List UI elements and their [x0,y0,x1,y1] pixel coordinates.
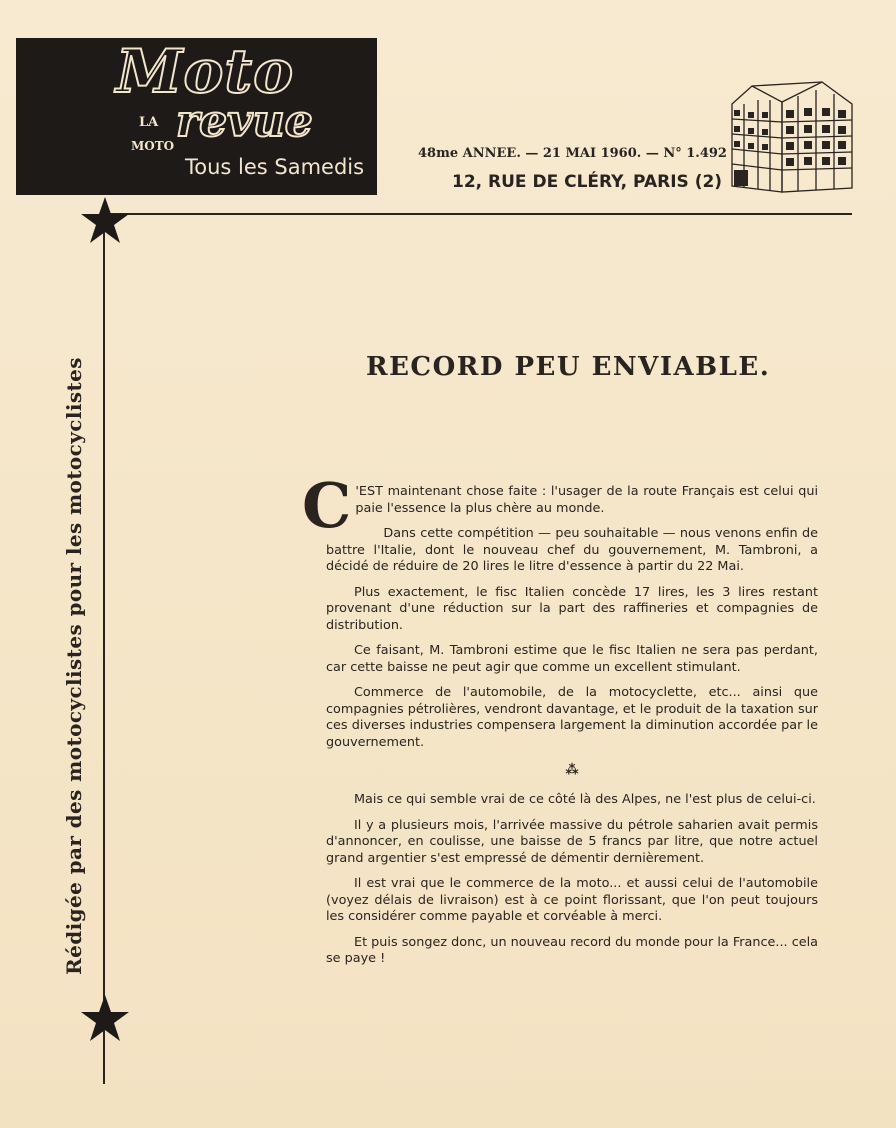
asterism-separator: ⁂ [565,763,579,778]
article-paragraph: Dans cette compétition — peu souhaitable — nous venons enfin de battre l'Italie, dont le nouveau chef du gouvernement, M. Tambroni, a décidé de réduire de 20 lires le litre d'essence à partir du 22 Mai. [326,526,818,574]
article-first-paragraph [302,469,818,542]
logo-moto-word: Moto [116,37,295,107]
building-illustration-icon [724,74,856,196]
star-icon [79,993,131,1045]
article-first-text: 'EST maintenant chose faite : l'usager de la route Français est celui qui paie l'essence la plus chère au monde. [355,484,818,516]
logo-revue-word: revue [176,96,313,147]
issue-line: 48me ANNEE. — 21 MAI 1960. — N° 1.492 [418,146,727,161]
article-paragraph: Il est vrai que le commerce de la moto... et aussi celui de l'automobile (voyez délais de livraison) est à ce point florissant, que l'on peut toujours les considérer comme payable et corvéable à merci. [326,876,818,924]
article-paragraph: Et puis songez donc, un nouveau record du monde pour la France... cela se paye ! [326,934,818,966]
header-rule [104,213,852,215]
sidebar-rule [103,222,105,1084]
sidebar-vertical-tagline: Rédigée par des motocyclistes pour les motocyclistes [62,357,86,975]
article-paragraph: Commerce de l'automobile, de la motocyclette, etc... ainsi que compagnies pétrolières, vendront davantage, et le produit de la taxation sur ces diverses industries compensera largement la diminution accordée par le gouvernement. [326,685,818,750]
logo-la-word: LA [139,115,159,130]
article-paragraph: Plus exactement, le fisc Italien concède 17 lires, les 3 lires restant provenant d'une réduction sur la part des raffineries et compagnies de distribution. [326,584,818,633]
logo-moto-small-word: MOTO [131,139,175,153]
star-icon [79,195,131,247]
article-headline: RECORD PEU ENVIABLE. [366,352,771,382]
article-dropcap: C [302,469,352,542]
address-line: 12, RUE DE CLÉRY, PARIS (2) [452,172,723,192]
article-paragraph: Mais ce qui semble vrai de ce côté là des Alpes, ne l'est plus de celui-ci. [354,792,816,807]
masthead-logo [16,38,377,195]
article-paragraph: Ce faisant, M. Tambroni estime que le fisc Italien ne sera pas perdant, car cette baisse ne peut agir que comme un excellent stimulant. [326,643,818,675]
article-body [302,469,818,977]
logo-tagline: Tous les Samedis [185,155,365,179]
article-paragraph: Il y a plusieurs mois, l'arrivée massive du pétrole saharien avait permis d'annoncer, en coulisse, une baisse de 5 francs par litre, que notre actuel grand argentier s'est empressé de démentir dernièrement. [326,817,818,866]
